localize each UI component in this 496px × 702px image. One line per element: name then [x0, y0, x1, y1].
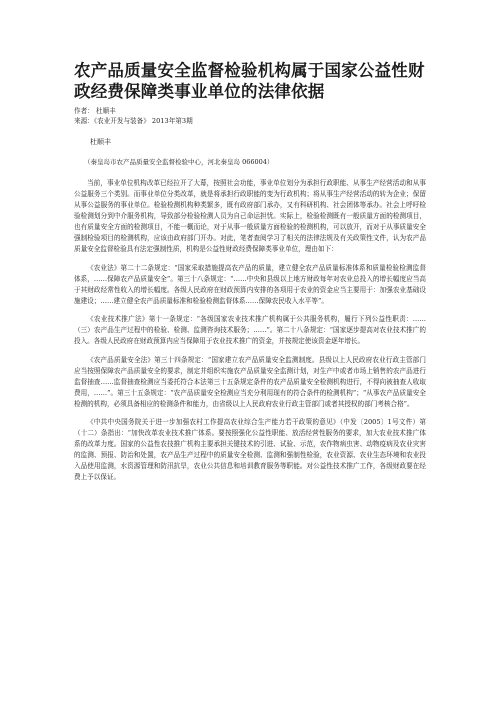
paragraph: 《农产品质量安全法》第三十四条规定：“国家建立农产品质量安全监测制度。县级以上人民政府农业行政主管部门应当按照保障农产品质量安全的要求，制定并组织实施农产品质量安全监测计划，对生产中或者市场上销售的农产品进行监督抽查……监督抽查检测应当委托符合本法第三十五条规定条件的农产品质量安全检测机构进行，不得向被抽查人收取费用，……”。第三十五条规定：“农产品质量安全检测应当充分利用现有的符合条件的检测机构”；“从事农产品质量安全检测的机构，必须具备相应的检测条件和能力，由省级以上人民政府农业行政主管部门或者其授权的部门考核合格”。: [74, 355, 426, 408]
meta-author: 作者： 杜顺丰: [74, 107, 116, 115]
paragraph: 当前，事业单位机构改革已经拉开了大幕，按照社会功能，事业单位划分为承担行政职能、从事生产经营活动和从事公益服务三个类别。而事业单位分类改革，就是将承担行政职能的变为行政机构；将从事生产经营活动的转为企业；保留从事公益服务的事业单位。检验检测机构种类繁多，既有政府部门承办，又有科研机构、社会团体等承办。社会上呼吁检验检测划分到中介服务机构，导致部分检验检测人员为自己命运担忧。实际上，检验检测既有一般质量方面的检测项目，也有质量安全方面的检测项目，不能一概而论，对于从事一般质量方面检验的检测机构，可以放开，而对于从事质量安全强制检验项目的检测机构，应该由政府部门开办。对此，笔者查阅学习了相关的法律法规及有关政策性文件，认为农产品质量安全监督检验具有法定强制性质，机构是公益性财政经费保障类事业单位，理由如下：: [74, 179, 426, 253]
body-author: 杜顺丰: [90, 138, 111, 146]
paragraph: 《农业技术推广法》第十一条规定：“各级国家农业技术推广机构属于公共服务机构，履行下列公益性职责：……（三）农产品生产过程中的检验、检测、监测咨询技术服务；……”。第二十八条规定：“国家逐步提高对农业技术推广的投入。各级人民政府在财政预算内应当保障用于农业技术推广的资金，并按规定使该资金逐年增长。: [74, 315, 426, 345]
document-title: 农产品质量安全监督检验机构属于国家公益性财政经费保障类事业单位的法律依据: [74, 61, 425, 101]
author-affiliation: （秦皇岛市农产品质量安全监督检验中心，河北秦皇岛 066004）: [84, 158, 274, 166]
paragraph: 《中共中央国务院关于进一步加强农村工作提高农业综合生产能力若干政策的意见》（中发〔2005〕1号文件）第（十二）条指出：“加快改革农业技术推广体系。要按照强化公益性职能、放活经营性服务的要求，加大农业技术推广体系的改革力度。国家的公益性农技推广机构主要承担关键技术的引进、试验、示范，农作物病虫害、动物疫病及农业灾害的监测、预报、防治和处置，农产品生产过程中的质量安全检测、监测和强制性检验，农业资源、农业生态环境和农业投入品使用监测，水资源管理和防汛抗旱，农业公共信息和培训教育服务等职能。对公益性技术推广工作，各级财政要在经费上予以保证。: [74, 418, 426, 481]
paragraph: 《农业法》第二十二条规定：“国家采取措施提高农产品的质量，建立健全农产品质量标准体系和质量检验检测监督体系，……保障农产品质量安全”。第三十八条规定：“……中央和县级以上地方财政每年对农业总投入的增长幅度应当高于其财政经常性收入的增长幅度。各级人民政府在财政预算内安排的各项用于农业的资金应当主要用于：加强农业基础设施建设；……建立健全农产品质量标准和检验检测监督体系……保障农民收入水平等”。: [74, 263, 426, 305]
document-body: [74, 178, 426, 483]
meta-source: 来源：《农业开发与装备》 2013年第3期: [74, 117, 193, 125]
